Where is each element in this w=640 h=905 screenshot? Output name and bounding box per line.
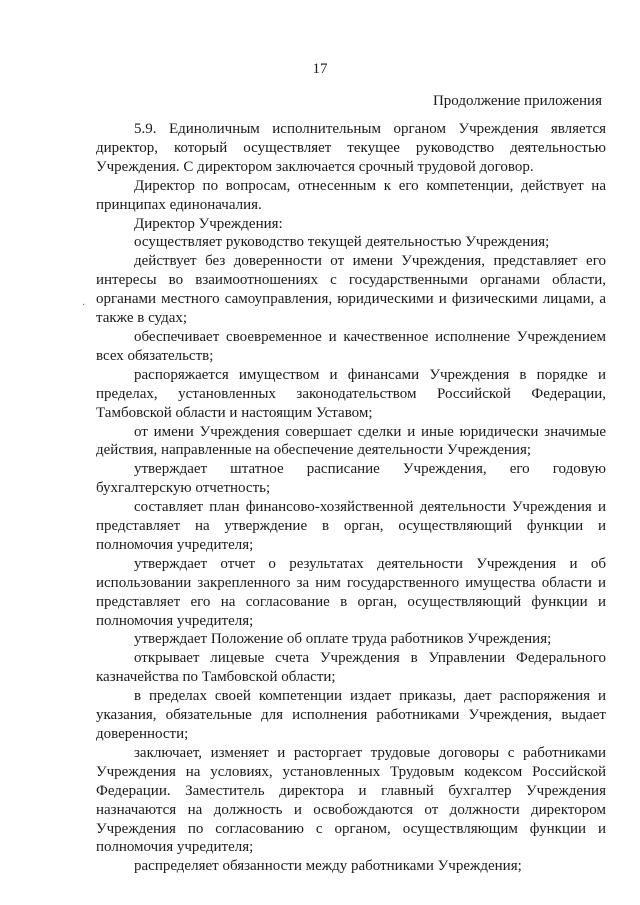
page-number: 17 — [312, 61, 328, 77]
paragraph: распределяет обязанности между работниками Учреждения; — [134, 858, 522, 875]
paragraph: утверждает штатное расписание Учреждения, его годовую бухгалтерскую отчетность; — [96, 461, 606, 497]
paragraph: 5.9. Единоличным исполнительным органом Учреждения является директор, который осуществляет текущее руководство деятельностью Учреждения. С директором заключается срочный трудовой договор. — [96, 121, 606, 175]
paragraph: Директор по вопросам, отнесенным к его компетенции, действует на принципах единоначалия. — [96, 177, 606, 213]
paragraph: в пределах своей компетенции издает приказы, дает распоряжения и указания, обязательные для исполнения работниками Учреждения, выдает доверенности; — [96, 688, 606, 742]
paragraph: заключает, изменяет и расторгает трудовые договоры с работниками Учреждения на условиях, установленных Трудовым кодексом Российской Федерации. Заместитель директора и главный бухгалтер Учреждения назначаются на должность и освобождаются от должности директором Учреждения по согласованию с органом, осуществляющим функции и полномочия учредителя; — [96, 744, 606, 856]
paragraph: открывает лицевые счета Учреждения в Управлении Федерального казначейства по Тамбовской области; — [96, 650, 606, 686]
body-text — [96, 120, 606, 876]
paragraph: распоряжается имуществом и финансами Учреждения в порядке и пределах, установленных законодательством Российской Федерации, Тамбовской области и настоящим Уставом; — [96, 366, 606, 421]
paragraph: осуществляет руководство текущей деятельностью Учреждения; — [134, 234, 550, 251]
paragraph: обеспечивает своевременное и качественное исполнение Учреждением всех обязательств; — [96, 328, 606, 364]
margin-mark: · — [82, 300, 86, 311]
continuation-label: Продолжение приложения — [432, 93, 602, 109]
paragraph: составляет план финансово-хозяйственной деятельности Учреждения и представляет на утверждение в орган, осуществляющий функции и полномочия учредителя; — [96, 499, 606, 553]
paragraph: утверждает Положение об оплате труда работников Учреждения; — [134, 631, 552, 648]
paragraph: от имени Учреждения совершает сделки и иные юридически значимые действия, направленные на обеспечение деятельности Учреждения; — [96, 423, 606, 459]
paragraph: действует без доверенности от имени Учреждения, представляет его интересы во взаимоотношениях с государственными органами области, органами местного самоуправления, юридическими и физическими лицами, а также в судах; — [96, 253, 606, 327]
paragraph: утверждает отчет о результатах деятельности Учреждения и об использовании закрепленного за ним государственного имущества области и представляет его на согласование в орган, осуществляющий функции и полномочия учредителя; — [96, 555, 606, 629]
paragraph: Директор Учреждения: — [134, 215, 283, 232]
